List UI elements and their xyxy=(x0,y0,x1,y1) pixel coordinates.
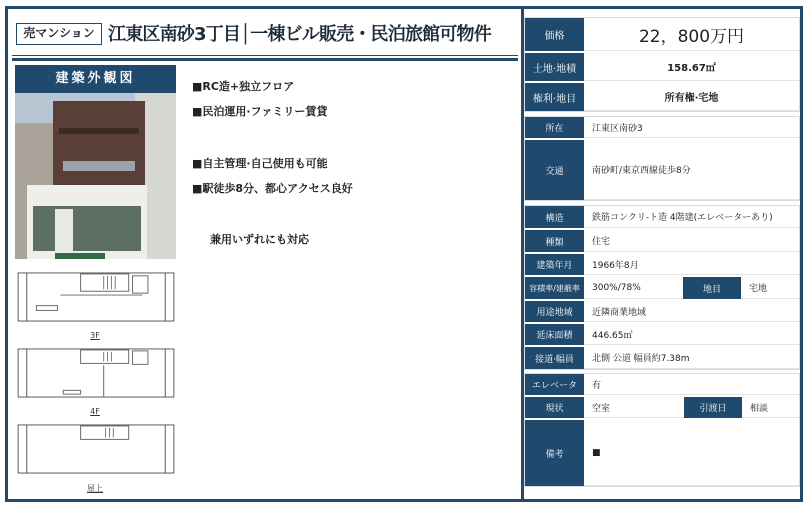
property-type-badge: 売マンション xyxy=(16,23,102,45)
land-area-value: 158.67㎡ xyxy=(584,53,799,81)
floor-plan-label: 屋上 xyxy=(87,484,103,493)
location-value: 江東区南砂3 xyxy=(584,117,799,138)
handover-value: 相談 xyxy=(742,397,799,418)
land-category-label: 地目 xyxy=(683,277,741,299)
road-label: 接道·幅員 xyxy=(525,347,584,369)
exterior-heading: 建築外観図 xyxy=(15,65,176,93)
remarks-value: ■ xyxy=(584,420,799,486)
transport-label: 交通 xyxy=(525,140,584,200)
price-label: 価格 xyxy=(525,18,584,51)
feature-item: ■民泊運用·ファミリー賃貸 xyxy=(192,105,328,118)
page-title: 江東区南砂3丁目│一棟ビル販売・民泊旅館可物件 xyxy=(108,24,491,45)
divider xyxy=(12,58,518,61)
price-value: 22，800万円 xyxy=(584,18,799,51)
floor-plan-4f xyxy=(14,348,178,398)
structure-label: 構造 xyxy=(525,206,584,228)
built-value: 1966年8月 xyxy=(584,254,799,275)
zoning-label: 用途地域 xyxy=(525,301,584,322)
remarks-label: 備考 xyxy=(525,420,584,486)
floor-area-label: 延床面積 xyxy=(525,324,584,345)
ratio-label: 容積率/建蔽率 xyxy=(525,277,584,299)
location-label: 所在 xyxy=(525,117,584,138)
floor-plan-3f xyxy=(14,272,178,322)
elevator-value: 有 xyxy=(584,374,799,395)
feature-item: ■RC造+独立フロア xyxy=(192,80,295,93)
land-area-label: 土地·地積 xyxy=(525,53,584,81)
floor-plan-label: 4F xyxy=(90,407,100,416)
land-category-value: 宅地 xyxy=(741,277,799,299)
floor-area-value: 446.65㎡ xyxy=(584,324,799,345)
status-label: 現状 xyxy=(525,397,584,418)
elevator-label: エレベータ xyxy=(525,374,584,395)
road-value: 北側 公道 幅員約7.38m xyxy=(584,347,799,369)
feature-item: ■駅徒歩8分、都心アクセス良好 xyxy=(192,182,353,195)
zoning-value: 近隣商業地域 xyxy=(584,301,799,322)
feature-item: ■自主管理·自己使用も可能 xyxy=(192,157,328,170)
status-value: 空室 xyxy=(584,397,684,418)
built-label: 建築年月 xyxy=(525,254,584,275)
divider xyxy=(12,55,518,56)
floor-plan-label: 3F xyxy=(90,331,100,340)
floor-plan-roof xyxy=(14,424,178,474)
transport-value: 南砂町/東京西線徒歩8分 xyxy=(584,140,799,200)
type-label: 種類 xyxy=(525,230,584,252)
ratio-value: 300%/78% xyxy=(584,277,683,299)
rights-label: 権利·地目 xyxy=(525,83,584,111)
structure-value: 鉄筋コンクリ-ト造 4階建(エレベーターあり) xyxy=(584,206,799,228)
rights-value: 所有権·宅地 xyxy=(584,83,799,111)
building-photo xyxy=(15,93,176,259)
handover-label: 引渡日 xyxy=(684,397,742,418)
feature-item: 兼用いずれにも対応 xyxy=(210,233,309,246)
type-value: 住宅 xyxy=(584,230,799,252)
